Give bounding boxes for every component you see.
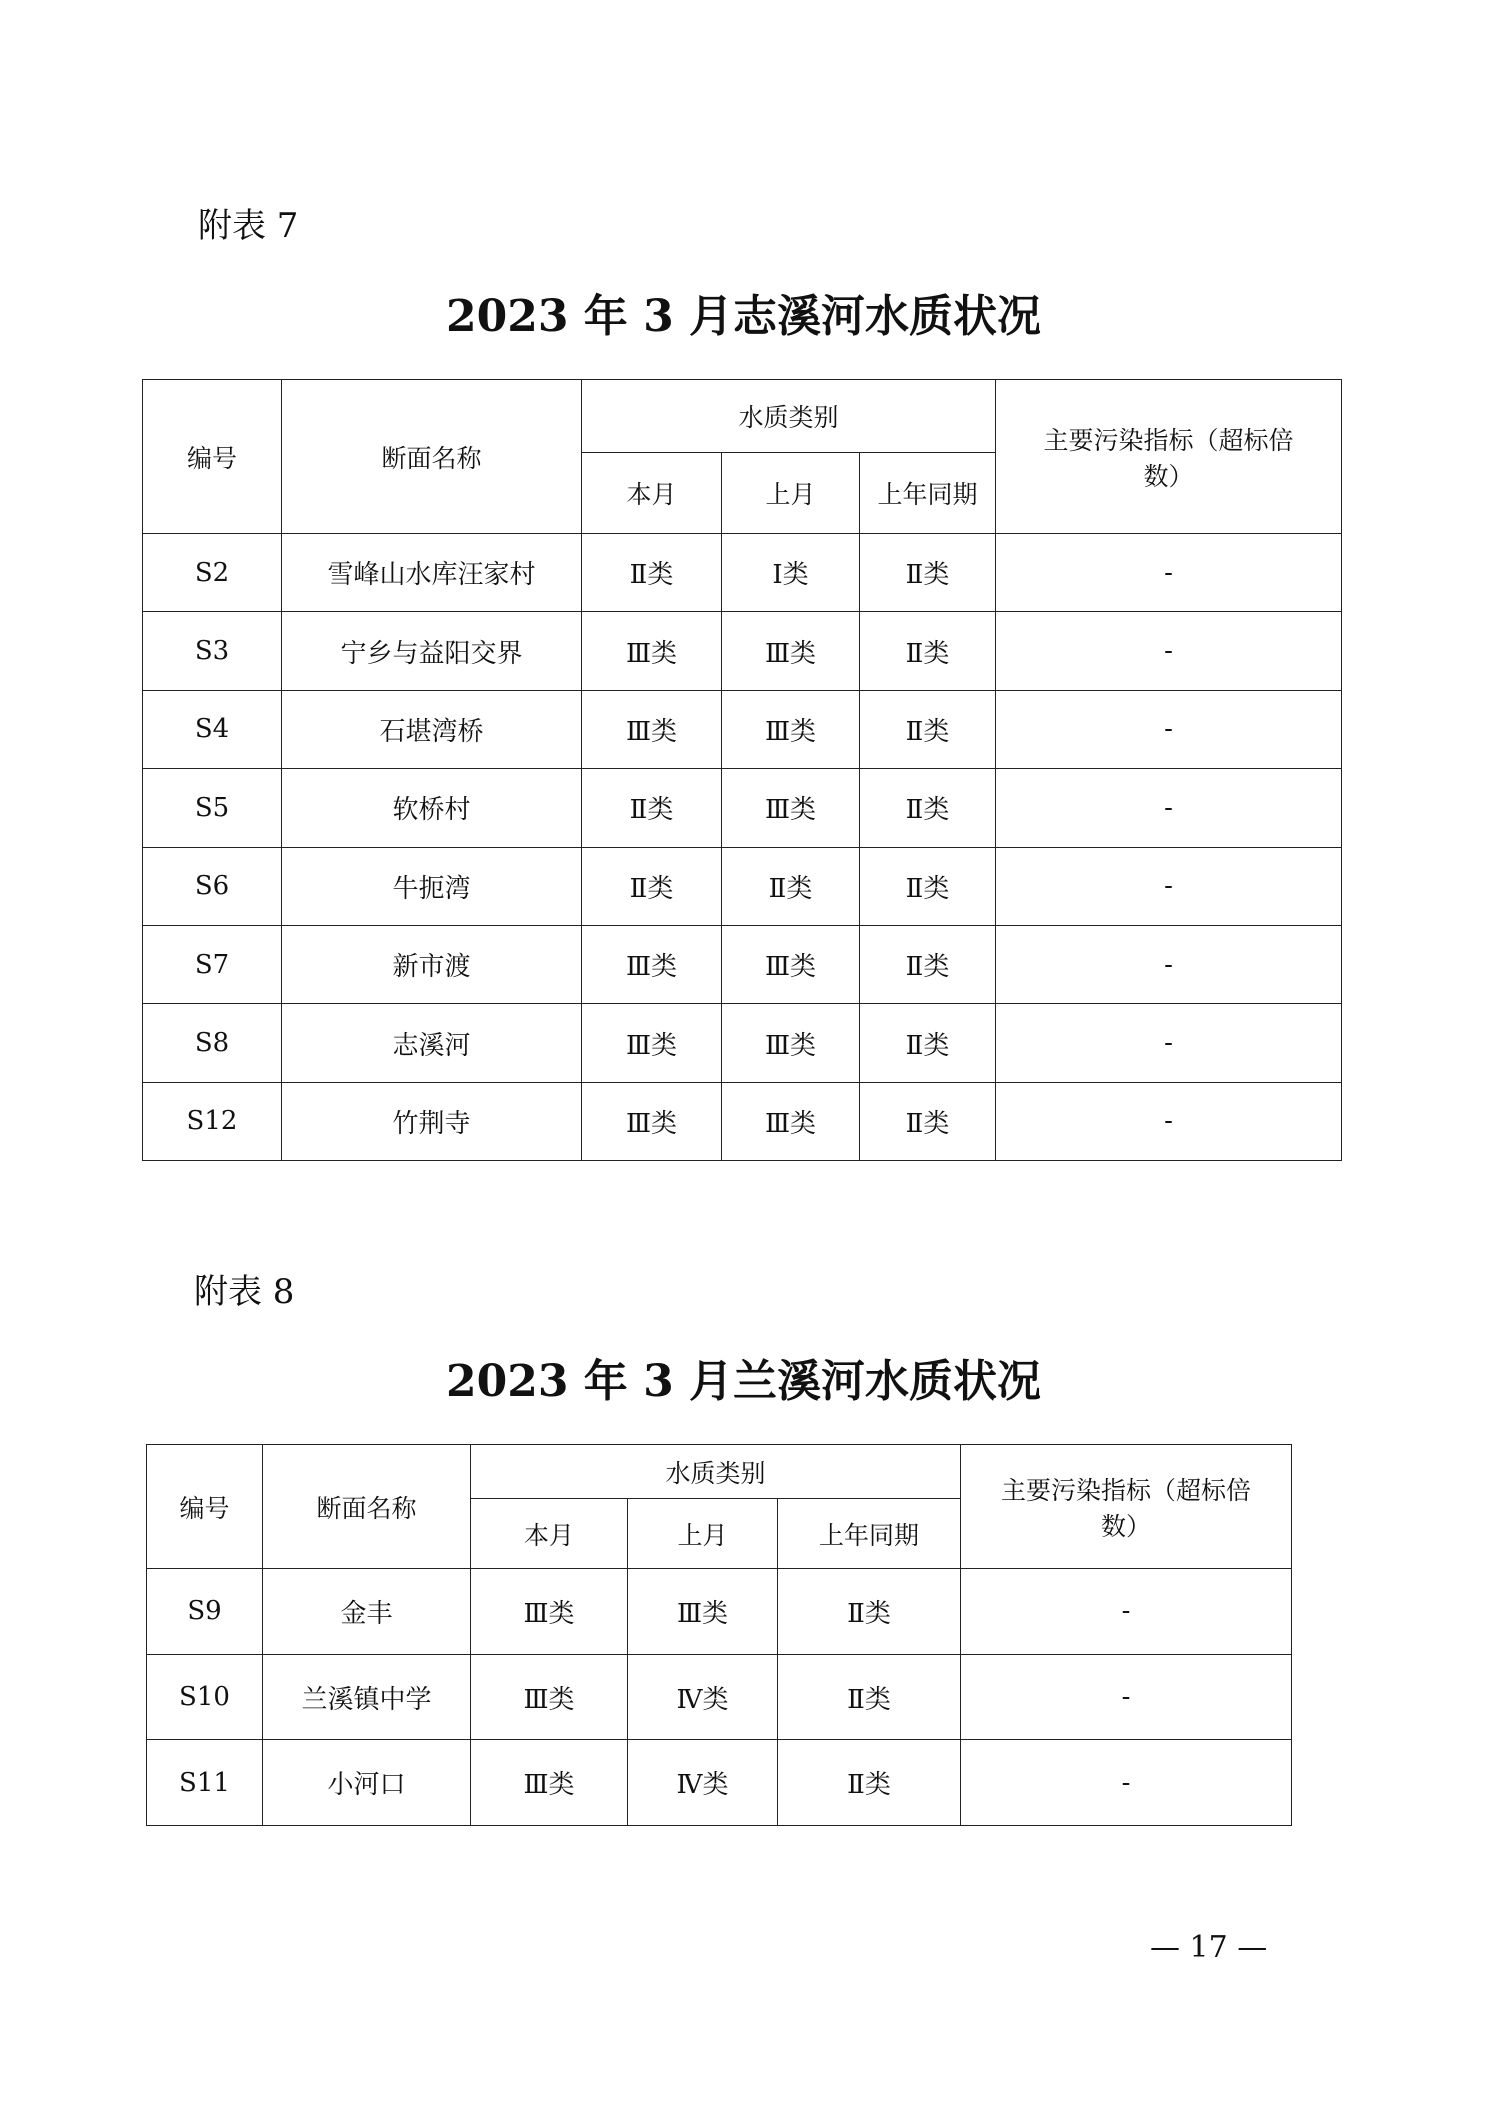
table-row [143,534,1342,612]
cell-name: 竹荆寺 [282,1082,582,1160]
cell-last-year: Ⅱ类 [778,1740,961,1826]
cell-last-year: Ⅱ类 [778,1569,961,1655]
header-name: 断面名称 [263,1445,471,1569]
cell-this-month: Ⅱ类 [582,847,722,925]
cell-last-year: Ⅱ类 [860,534,996,612]
table-row [143,612,1342,690]
cell-pollutant: - [996,769,1342,847]
table-title-7: 2023 年 3 月志溪河水质状况 [445,291,1042,342]
cell-this-month: Ⅱ类 [582,769,722,847]
cell-id: S7 [143,925,282,1003]
header-row [143,380,1342,453]
cell-name: 金丰 [263,1569,471,1655]
cell-last-month: Ⅱ类 [722,847,860,925]
cell-last-month: Ⅲ类 [722,769,860,847]
cell-id: S6 [143,847,282,925]
cell-name: 新市渡 [282,925,582,1003]
water-quality-table-lanxi [146,1444,1292,1826]
cell-last-year: Ⅱ类 [860,690,996,768]
cell-pollutant: - [961,1654,1292,1740]
cell-last-month: Ⅲ类 [722,1004,860,1082]
cell-name: 软桥村 [282,769,582,847]
cell-id: S8 [143,1004,282,1082]
header-name: 断面名称 [282,380,582,534]
cell-last-month: Ⅲ类 [722,690,860,768]
cell-last-month: Ⅲ类 [722,612,860,690]
cell-id: S9 [147,1569,263,1655]
table-row [143,769,1342,847]
table-row [147,1740,1292,1826]
cell-last-month: Ⅰ类 [722,534,860,612]
cell-last-year: Ⅱ类 [860,847,996,925]
cell-name: 雪峰山水库汪家村 [282,534,582,612]
header-last-year: 上年同期 [860,453,996,534]
cell-id: S12 [143,1082,282,1160]
appendix-label-7: 附表 7 [198,206,299,246]
cell-name: 志溪河 [282,1004,582,1082]
cell-this-month: Ⅲ类 [582,690,722,768]
table-row [143,847,1342,925]
cell-pollutant: - [996,612,1342,690]
cell-last-month: Ⅲ类 [722,1082,860,1160]
appendix-label-8: 附表 8 [194,1272,295,1312]
header-pollutant: 主要污染指标（超标倍数） [996,380,1342,534]
cell-id: S4 [143,690,282,768]
cell-name: 小河口 [263,1740,471,1826]
cell-last-year: Ⅱ类 [860,1004,996,1082]
table-row [147,1654,1292,1740]
cell-this-month: Ⅲ类 [471,1740,628,1826]
header-id: 编号 [143,380,282,534]
header-pollutant: 主要污染指标（超标倍数） [961,1445,1292,1569]
cell-last-year: Ⅱ类 [860,1082,996,1160]
cell-id: S5 [143,769,282,847]
cell-name: 石堪湾桥 [282,690,582,768]
cell-name: 兰溪镇中学 [263,1654,471,1740]
water-quality-table-zhixi [142,379,1342,1161]
cell-name: 牛扼湾 [282,847,582,925]
cell-id: S2 [143,534,282,612]
cell-this-month: Ⅲ类 [582,925,722,1003]
cell-name: 宁乡与益阳交界 [282,612,582,690]
table-row [143,690,1342,768]
cell-last-year: Ⅱ类 [860,925,996,1003]
cell-pollutant: - [961,1569,1292,1655]
cell-id: S11 [147,1740,263,1826]
cell-last-month: Ⅲ类 [628,1569,778,1655]
cell-last-month: Ⅳ类 [628,1654,778,1740]
cell-last-month: Ⅲ类 [722,925,860,1003]
cell-pollutant: - [996,1082,1342,1160]
table-title-8: 2023 年 3 月兰溪河水质状况 [445,1356,1042,1407]
cell-this-month: Ⅱ类 [582,534,722,612]
table-row [143,925,1342,1003]
cell-this-month: Ⅲ类 [582,1082,722,1160]
header-last-month: 上月 [722,453,860,534]
table-row [143,1004,1342,1082]
table-row [147,1569,1292,1655]
header-row [147,1445,1292,1499]
cell-this-month: Ⅲ类 [582,1004,722,1082]
cell-this-month: Ⅲ类 [471,1569,628,1655]
cell-id: S10 [147,1654,263,1740]
cell-pollutant: - [996,690,1342,768]
table-row [143,1082,1342,1160]
header-last-year: 上年同期 [778,1499,961,1569]
cell-pollutant: - [961,1740,1292,1826]
cell-pollutant: - [996,847,1342,925]
cell-last-year: Ⅱ类 [778,1654,961,1740]
cell-this-month: Ⅲ类 [471,1654,628,1740]
cell-this-month: Ⅲ类 [582,612,722,690]
cell-last-year: Ⅱ类 [860,769,996,847]
cell-id: S3 [143,612,282,690]
cell-last-year: Ⅱ类 [860,612,996,690]
header-id: 编号 [147,1445,263,1569]
header-category: 水质类别 [471,1445,961,1499]
header-this-month: 本月 [582,453,722,534]
cell-pollutant: - [996,534,1342,612]
header-this-month: 本月 [471,1499,628,1569]
page-number: — 17 — [1150,1930,1268,1965]
cell-last-month: Ⅳ类 [628,1740,778,1826]
header-category: 水质类别 [582,380,996,453]
cell-pollutant: - [996,925,1342,1003]
header-last-month: 上月 [628,1499,778,1569]
cell-pollutant: - [996,1004,1342,1082]
